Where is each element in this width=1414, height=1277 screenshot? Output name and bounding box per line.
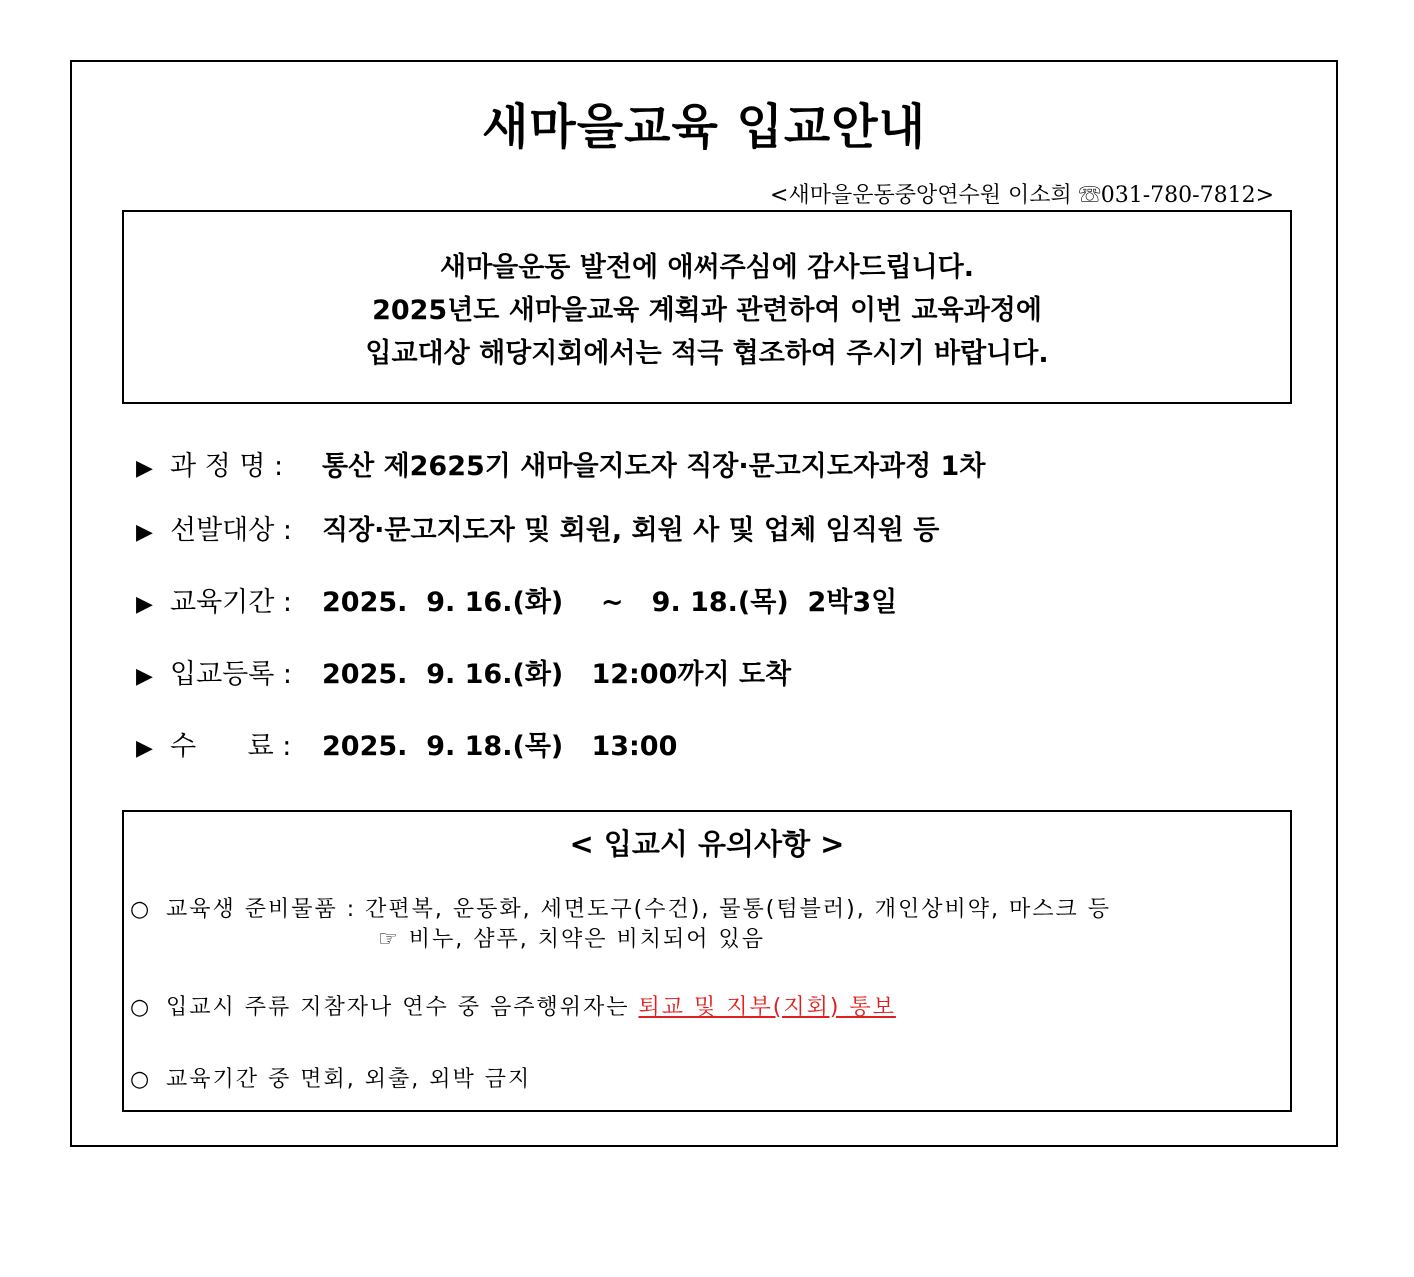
info-value: 2025. 9. 18.(목) 13:00	[322, 731, 678, 762]
arrow-icon: ▶	[136, 456, 153, 481]
info-course-name	[136, 444, 985, 483]
info-label: 과 정 명 :	[170, 451, 284, 482]
arrow-icon: ▶	[136, 592, 153, 617]
note-text: 교육기간 중 면회, 외출, 외박 금지	[166, 1067, 532, 1092]
info-value: 통산 제2625기 새마을지도자 직장·문고지도자과정 1차	[322, 451, 986, 482]
arrow-icon: ▶	[136, 664, 153, 689]
info-label: 입교등록 :	[170, 659, 293, 690]
info-label: 수 료 :	[170, 731, 292, 762]
circle-bullet-icon: ○	[130, 897, 152, 922]
circle-bullet-icon: ○	[130, 1067, 152, 1092]
notice-frame	[70, 60, 1338, 1147]
info-value: 2025. 9. 16.(화) ~ 9. 18.(목) 2박3일	[322, 587, 898, 618]
notes-box	[122, 810, 1292, 1112]
info-registration	[136, 652, 791, 691]
info-label: 선발대상 :	[170, 515, 293, 546]
circle-bullet-icon: ○	[130, 995, 152, 1020]
warning-text: 퇴교 및 지부(지회) 통보	[638, 995, 896, 1020]
info-value: 직장·문고지도자 및 회원, 회원 사 및 업체 임직원 등	[322, 515, 940, 546]
info-education-period	[136, 580, 897, 619]
intro-line: 2025년도 새마을교육 계획과 관련하여 이번 교육과정에	[372, 295, 1042, 326]
info-value: 2025. 9. 16.(화) 12:00까지 도착	[322, 659, 792, 690]
note-text: 입교시 주류 지참자나 연수 중 음주행위자는	[166, 995, 639, 1020]
note-subitem-provided: ☞ 비누, 샴푸, 치약은 비치되어 있음	[378, 927, 765, 952]
notes-title: < 입교시 유의사항 >	[569, 827, 845, 861]
intro-line: 입교대상 해당지회에서는 적극 협조하여 주시기 바랍니다.	[365, 338, 1049, 369]
info-selection-target	[136, 508, 939, 547]
page-title: 새마을교육 입교안내	[481, 99, 927, 155]
contact-info: <새마을운동중앙연수원 이소희 ☏031-780-7812>	[770, 183, 1274, 208]
note-item-alcohol	[130, 990, 896, 1021]
note-item-supplies	[130, 892, 1111, 923]
info-completion	[136, 724, 677, 763]
note-item-visits	[130, 1062, 531, 1093]
arrow-icon: ▶	[136, 736, 153, 761]
intro-line: 새마을운동 발전에 애써주심에 감사드립니다.	[439, 252, 974, 283]
intro-box	[122, 210, 1292, 404]
info-label: 교육기간 :	[170, 587, 293, 618]
note-text: 교육생 준비물품 : 간편복, 운동화, 세면도구(수건), 물통(텀블러), 개인상비약, 마스크 등	[166, 897, 1111, 922]
arrow-icon: ▶	[136, 520, 153, 545]
